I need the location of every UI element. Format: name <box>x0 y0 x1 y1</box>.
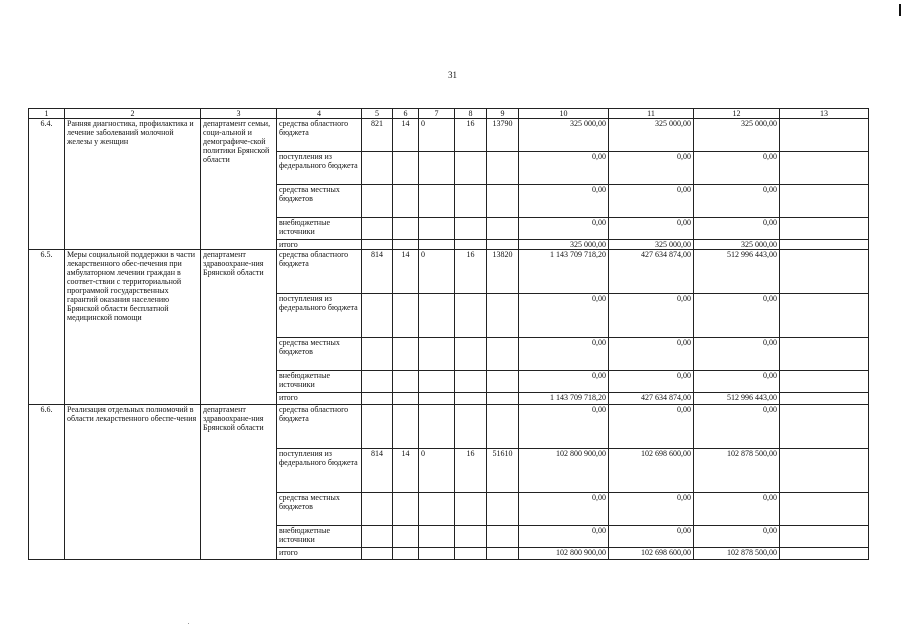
section-number-cell: 6.5. <box>29 250 65 405</box>
code-cell: 814 <box>362 250 393 294</box>
code-cell <box>393 548 419 560</box>
code-cell <box>487 493 519 526</box>
code-cell: 14 <box>393 119 419 152</box>
code-cell: 16 <box>455 250 487 294</box>
page-number: 31 <box>448 70 457 80</box>
header-cell: 1 <box>29 109 65 119</box>
empty-cell <box>780 240 869 250</box>
amount-cell: 0,00 <box>694 493 780 526</box>
amount-cell: 0,00 <box>694 371 780 393</box>
amount-cell: 0,00 <box>609 493 694 526</box>
empty-cell <box>780 185 869 218</box>
department-cell: департамент здравоохране-ния Брянской области <box>201 250 277 405</box>
amount-cell: 325 000,00 <box>609 119 694 152</box>
header-cell: 9 <box>487 109 519 119</box>
empty-cell <box>780 338 869 371</box>
code-cell <box>362 294 393 338</box>
funding-source-cell: средства местных бюджетов <box>277 493 362 526</box>
code-cell <box>393 152 419 185</box>
amount-cell: 1 143 709 718,20 <box>519 250 609 294</box>
code-cell <box>487 218 519 240</box>
code-cell <box>487 393 519 405</box>
header-cell: 5 <box>362 109 393 119</box>
funding-source-cell: средства областного бюджета <box>277 119 362 152</box>
code-cell <box>362 240 393 250</box>
amount-cell: 0,00 <box>609 405 694 449</box>
code-cell <box>487 152 519 185</box>
header-row <box>29 109 869 119</box>
amount-cell: 102 800 900,00 <box>519 449 609 493</box>
code-cell <box>419 405 455 449</box>
code-cell <box>419 294 455 338</box>
amount-cell: 0,00 <box>609 338 694 371</box>
code-cell <box>455 218 487 240</box>
funding-source-cell: внебюджетные источники <box>277 526 362 548</box>
funding-source-cell: внебюджетные источники <box>277 218 362 240</box>
code-cell <box>487 405 519 449</box>
section-name-cell: Меры социальной поддержки в части лекарственного обес-печения при амбулаторном лечении граждан в соответ-ствии с территориальной программой государственных гарантий оказания населению Брянской области бесплатной медицинской помощи <box>65 250 201 405</box>
funding-source-cell: поступления из федерального бюджета <box>277 294 362 338</box>
empty-cell <box>780 371 869 393</box>
code-cell <box>419 218 455 240</box>
code-cell <box>362 393 393 405</box>
amount-cell: 325 000,00 <box>519 240 609 250</box>
amount-cell: 0,00 <box>609 185 694 218</box>
code-cell: 0 <box>419 119 455 152</box>
amount-cell: 102 878 500,00 <box>694 449 780 493</box>
amount-cell: 0,00 <box>519 493 609 526</box>
code-cell <box>487 240 519 250</box>
code-cell: 14 <box>393 250 419 294</box>
empty-cell <box>780 548 869 560</box>
code-cell: 814 <box>362 449 393 493</box>
funding-source-cell: средства местных бюджетов <box>277 185 362 218</box>
code-cell <box>455 185 487 218</box>
code-cell <box>487 185 519 218</box>
code-cell <box>393 393 419 405</box>
funding-source-cell: поступления из федерального бюджета <box>277 152 362 185</box>
code-cell <box>455 338 487 371</box>
empty-cell <box>780 119 869 152</box>
code-cell: 14 <box>393 449 419 493</box>
code-cell <box>487 338 519 371</box>
amount-cell: 325 000,00 <box>609 240 694 250</box>
amount-cell: 427 634 874,00 <box>609 393 694 405</box>
empty-cell <box>780 152 869 185</box>
section-name-cell: Ранняя диагностика, профилактика и лечение заболеваний молочной железы у женщин <box>65 119 201 250</box>
code-cell <box>487 526 519 548</box>
header-cell: 10 <box>519 109 609 119</box>
section-name-cell: Реализация отдельных полномочий в области лекарственного обеспе-чения <box>65 405 201 560</box>
code-cell <box>455 393 487 405</box>
amount-cell: 0,00 <box>694 185 780 218</box>
amount-cell: 0,00 <box>519 526 609 548</box>
code-cell: 0 <box>419 449 455 493</box>
code-cell: 13790 <box>487 119 519 152</box>
code-cell <box>455 493 487 526</box>
amount-cell: 102 698 600,00 <box>609 548 694 560</box>
code-cell: 16 <box>455 449 487 493</box>
empty-cell <box>780 393 869 405</box>
empty-cell <box>780 294 869 338</box>
code-cell: 16 <box>455 119 487 152</box>
header-cell: 2 <box>65 109 201 119</box>
code-cell <box>393 526 419 548</box>
funding-source-cell: поступления из федерального бюджета <box>277 449 362 493</box>
budget-table <box>28 108 869 560</box>
amount-cell: 102 800 900,00 <box>519 548 609 560</box>
amount-cell: 0,00 <box>519 185 609 218</box>
code-cell <box>362 548 393 560</box>
header-cell: 7 <box>419 109 455 119</box>
code-cell <box>419 393 455 405</box>
amount-cell: 0,00 <box>609 371 694 393</box>
table-row <box>29 250 869 294</box>
empty-cell <box>780 493 869 526</box>
amount-cell: 0,00 <box>519 405 609 449</box>
code-cell <box>393 405 419 449</box>
code-cell <box>419 526 455 548</box>
table-row <box>29 119 869 152</box>
amount-cell: 0,00 <box>519 371 609 393</box>
funding-source-cell: итого <box>277 548 362 560</box>
code-cell <box>419 240 455 250</box>
amount-cell: 325 000,00 <box>519 119 609 152</box>
code-cell <box>419 493 455 526</box>
code-cell <box>455 294 487 338</box>
code-cell <box>455 371 487 393</box>
code-cell <box>362 338 393 371</box>
funding-source-cell: итого <box>277 240 362 250</box>
empty-cell <box>780 449 869 493</box>
code-cell: 13820 <box>487 250 519 294</box>
code-cell <box>419 338 455 371</box>
code-cell <box>487 548 519 560</box>
funding-source-cell: средства областного бюджета <box>277 405 362 449</box>
code-cell: 51610 <box>487 449 519 493</box>
code-cell <box>362 493 393 526</box>
empty-cell <box>780 250 869 294</box>
code-cell <box>419 548 455 560</box>
amount-cell: 1 143 709 718,20 <box>519 393 609 405</box>
code-cell <box>455 548 487 560</box>
amount-cell: 325 000,00 <box>694 119 780 152</box>
code-cell <box>487 294 519 338</box>
scan-mark <box>899 4 901 16</box>
department-cell: департамент здравоохране-ния Брянской области <box>201 405 277 560</box>
amount-cell: 0,00 <box>519 294 609 338</box>
header-cell: 12 <box>694 109 780 119</box>
header-cell: 6 <box>393 109 419 119</box>
amount-cell: 0,00 <box>609 294 694 338</box>
header-cell: 4 <box>277 109 362 119</box>
code-cell <box>362 185 393 218</box>
code-cell <box>362 152 393 185</box>
funding-source-cell: средства местных бюджетов <box>277 338 362 371</box>
amount-cell: 427 634 874,00 <box>609 250 694 294</box>
header-cell: 8 <box>455 109 487 119</box>
amount-cell: 0,00 <box>609 152 694 185</box>
header-cell: 11 <box>609 109 694 119</box>
code-cell <box>419 185 455 218</box>
code-cell <box>393 240 419 250</box>
code-cell <box>393 493 419 526</box>
code-cell <box>487 371 519 393</box>
code-cell <box>362 371 393 393</box>
code-cell <box>362 405 393 449</box>
code-cell: 0 <box>419 250 455 294</box>
table-row <box>29 405 869 449</box>
amount-cell: 0,00 <box>519 338 609 371</box>
code-cell <box>455 240 487 250</box>
empty-cell <box>780 526 869 548</box>
funding-source-cell: итого <box>277 393 362 405</box>
amount-cell: 102 878 500,00 <box>694 548 780 560</box>
funding-source-cell: внебюджетные источники <box>277 371 362 393</box>
amount-cell: 0,00 <box>609 526 694 548</box>
code-cell <box>393 218 419 240</box>
code-cell: 821 <box>362 119 393 152</box>
amount-cell: 0,00 <box>694 405 780 449</box>
amount-cell: 0,00 <box>609 218 694 240</box>
department-cell: департамент семьи, соци-альной и демографиче-ской политики Брянской области <box>201 119 277 250</box>
code-cell <box>419 371 455 393</box>
section-number-cell: 6.6. <box>29 405 65 560</box>
code-cell <box>455 526 487 548</box>
amount-cell: 512 996 443,00 <box>694 250 780 294</box>
code-cell <box>362 218 393 240</box>
amount-cell: 325 000,00 <box>694 240 780 250</box>
amount-cell: 0,00 <box>694 152 780 185</box>
code-cell <box>393 185 419 218</box>
empty-cell <box>780 218 869 240</box>
code-cell <box>455 405 487 449</box>
code-cell <box>393 294 419 338</box>
amount-cell: 512 996 443,00 <box>694 393 780 405</box>
amount-cell: 0,00 <box>519 152 609 185</box>
amount-cell: 0,00 <box>694 294 780 338</box>
amount-cell: 0,00 <box>694 338 780 371</box>
amount-cell: 102 698 600,00 <box>609 449 694 493</box>
code-cell <box>419 152 455 185</box>
empty-cell <box>780 405 869 449</box>
code-cell <box>393 338 419 371</box>
scan-speck <box>188 623 189 624</box>
code-cell <box>393 371 419 393</box>
amount-cell: 0,00 <box>519 218 609 240</box>
section-number-cell: 6.4. <box>29 119 65 250</box>
amount-cell: 0,00 <box>694 218 780 240</box>
code-cell <box>455 152 487 185</box>
funding-source-cell: средства областного бюджета <box>277 250 362 294</box>
code-cell <box>362 526 393 548</box>
header-cell: 3 <box>201 109 277 119</box>
amount-cell: 0,00 <box>694 526 780 548</box>
header-cell: 13 <box>780 109 869 119</box>
